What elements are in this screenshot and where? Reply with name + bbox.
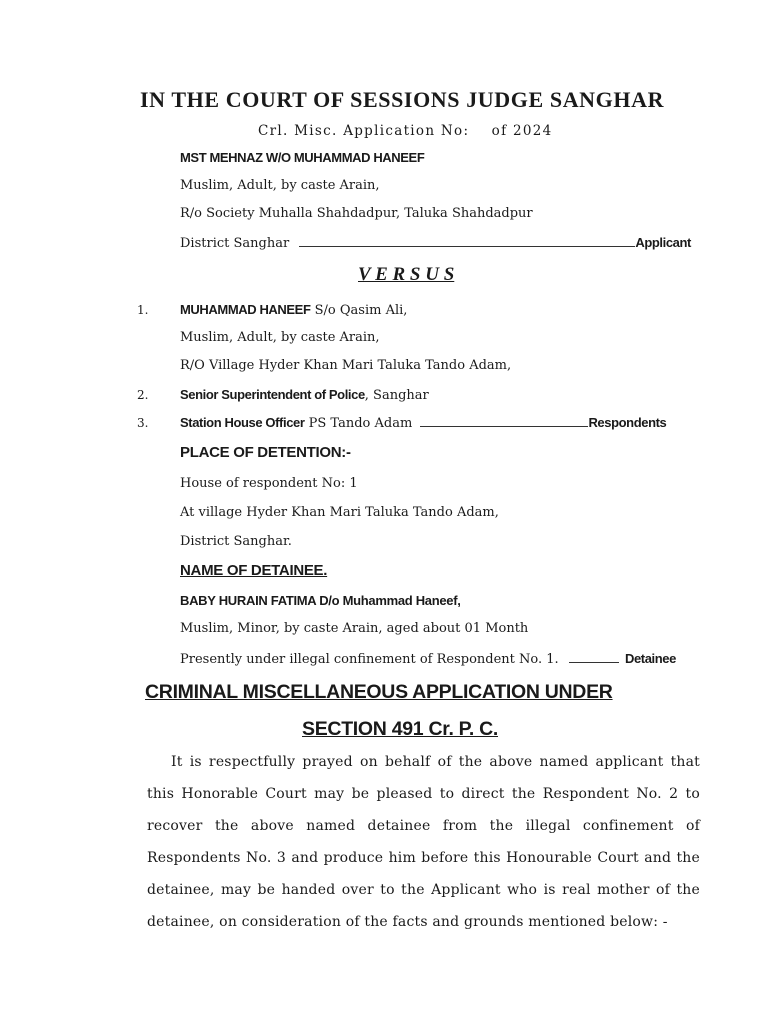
- respondent-1-detail: S/o Qasim Ali,: [310, 303, 408, 318]
- body-paragraph: It is respectfully prayed on behalf of the above named applicant that this Honorable Court may be pleased to direct the Respondent No. 2 to recover the above named detainee from the illegal confinement of Respondents No. 3 and produce him before this Honourable Court and the detainee, may be handed over to the Applicant who is real mother of the detainee, on consideration of the facts and grounds mentioned below: -: [147, 754, 700, 930]
- blank-line: [420, 414, 588, 427]
- respondent-2-name: Senior Superintendent of Police: [180, 387, 365, 402]
- respondent-number: 1.: [137, 303, 149, 317]
- application-title-line-2: SECTION 491 Cr. P. C.: [302, 718, 499, 740]
- blank-line: [299, 234, 635, 247]
- respondent-number: 2.: [137, 388, 149, 402]
- detainee-role: Detainee: [624, 651, 676, 666]
- detention-line-3: District Sanghar.: [180, 534, 292, 549]
- detainee-heading: NAME OF DETAINEE.: [180, 562, 328, 579]
- place-of-detention-heading: PLACE OF DETENTION:-: [180, 444, 351, 461]
- versus-heading: V E R S U S: [358, 264, 455, 285]
- application-title-line-1: CRIMINAL MISCELLANEOUS APPLICATION UNDER: [145, 681, 613, 703]
- respondent-1-line-1: Muslim, Adult, by caste Arain,: [180, 330, 380, 345]
- detention-line-2: At village Hyder Khan Mari Taluka Tando Adam,: [180, 505, 499, 520]
- applicant-district: District Sanghar: [180, 236, 290, 251]
- respondent-2: [180, 386, 429, 405]
- respondent-1: [180, 301, 407, 320]
- applicant-name: MST MEHNAZ W/O MUHAMMAD HANEEF: [180, 150, 425, 165]
- respondent-3-name: Station House Officer: [180, 415, 305, 430]
- blank-line: [569, 650, 619, 663]
- respondent-2-detail: , Sanghar: [364, 388, 429, 403]
- applicant-line-1: Muslim, Adult, by caste Arain,: [180, 178, 380, 193]
- respondent-3: [180, 414, 666, 433]
- respondent-number: 3.: [137, 416, 149, 430]
- respondents-role: Respondents: [588, 415, 667, 430]
- applicant-line-3: [180, 234, 691, 253]
- detainee-line-2: [180, 650, 676, 669]
- case-number-line: Crl. Misc. Application No: of 2024: [258, 123, 553, 139]
- respondent-1-line-2: R/O Village Hyder Khan Mari Taluka Tando Adam,: [180, 358, 512, 373]
- respondent-3-detail: PS Tando Adam: [304, 416, 413, 431]
- detainee-name: BABY HURAIN FATIMA D/o Muhammad Haneef,: [180, 593, 461, 608]
- detainee-confinement: Presently under illegal confinement of Respondent No. 1.: [180, 652, 559, 667]
- applicant-role: Applicant: [635, 235, 691, 250]
- detainee-line-1: Muslim, Minor, by caste Arain, aged about 01 Month: [180, 621, 529, 636]
- applicant-line-2: R/o Society Muhalla Shahdadpur, Taluka Shahdadpur: [180, 206, 533, 221]
- detention-line-1: House of respondent No: 1: [180, 476, 358, 491]
- respondent-1-name: MUHAMMAD HANEEF: [180, 302, 311, 317]
- court-title: IN THE COURT OF SESSIONS JUDGE SANGHAR: [140, 87, 665, 112]
